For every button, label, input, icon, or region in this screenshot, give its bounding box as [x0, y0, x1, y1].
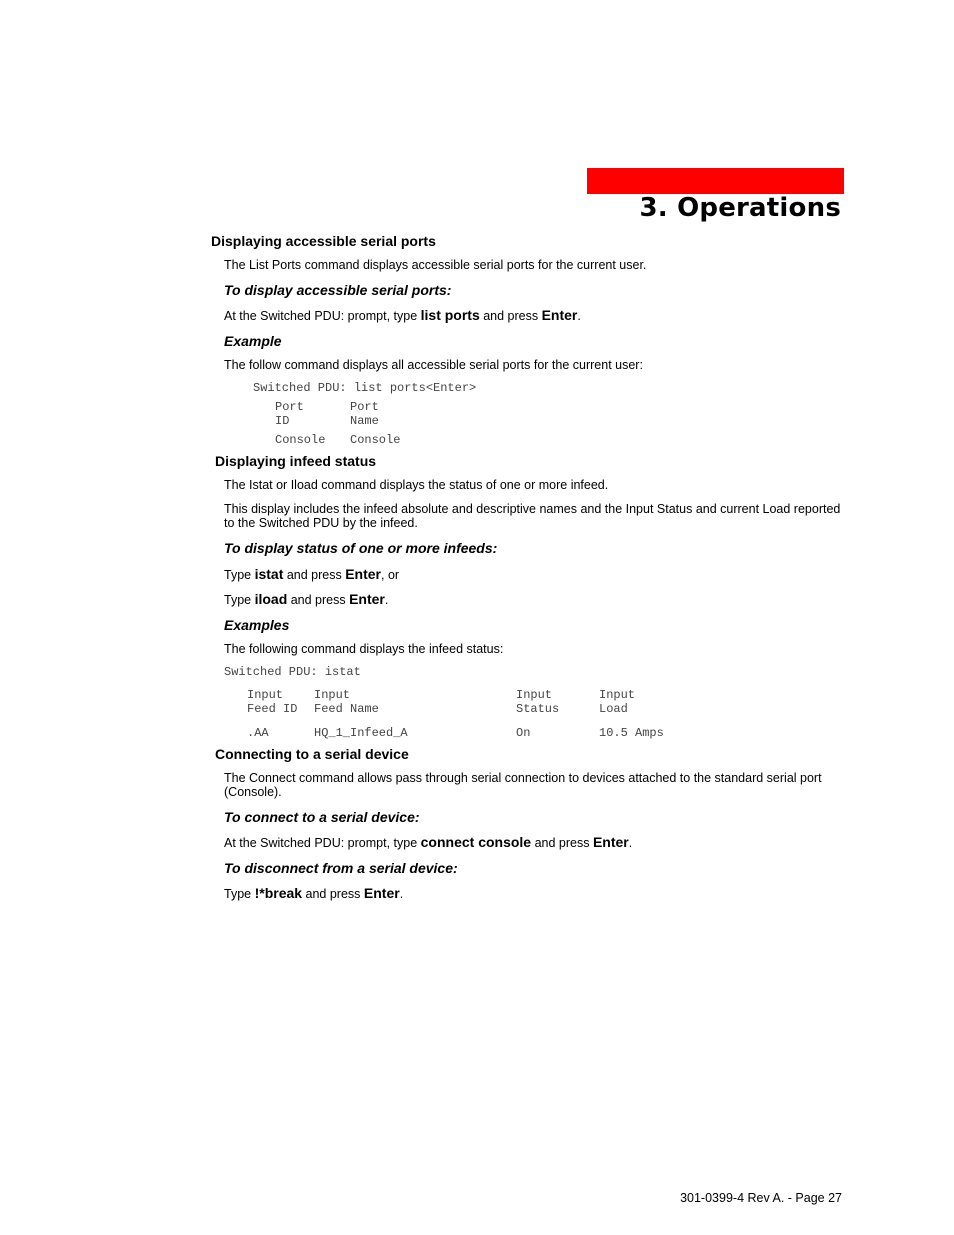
- paragraph: The following command displays the infeed status:: [224, 642, 504, 656]
- code-command: Switched PDU: istat: [224, 665, 361, 679]
- examples-heading: Examples: [224, 617, 290, 633]
- code-col-header: ID: [275, 414, 290, 428]
- code-cell: 10.5 Amps: [599, 726, 664, 740]
- command-text: connect console: [420, 834, 532, 850]
- code-command: Switched PDU: list ports<Enter>: [253, 381, 477, 395]
- procedure-step: Type iload and press Enter.: [224, 591, 389, 607]
- key-text: Enter: [541, 307, 578, 323]
- page-footer: 301-0399-4 Rev A. - Page 27: [680, 1191, 842, 1205]
- command-text: !*break: [254, 885, 303, 901]
- key-text: Enter: [349, 591, 385, 607]
- code-col-header: Status: [516, 702, 560, 716]
- key-text: Enter: [345, 566, 382, 582]
- code-col-header: Name: [350, 414, 379, 428]
- code-cell: Console: [275, 433, 326, 447]
- code-cell: Console: [350, 433, 401, 447]
- code-col-header: Load: [599, 702, 628, 716]
- paragraph: The Istat or Iload command displays the status of one or more infeed.: [224, 478, 609, 492]
- procedure-step: Type !*break and press Enter.: [224, 885, 404, 901]
- code-cell: On: [516, 726, 531, 740]
- paragraph: The follow command displays all accessible serial ports for the current user:: [224, 358, 643, 372]
- paragraph: This display includes the infeed absolute and descriptive names and the Input Status and current Load reported to the Switched PDU by the infeed.: [224, 502, 841, 530]
- code-cell: .AA: [247, 726, 269, 740]
- code-col-header: Feed Name: [314, 702, 379, 716]
- section-heading-serial-ports: Displaying accessible serial ports: [211, 233, 436, 249]
- key-text: Enter: [363, 885, 400, 901]
- code-cell: HQ_1_Infeed_A: [314, 726, 408, 740]
- code-col-header: Input: [516, 688, 553, 702]
- paragraph: The List Ports command displays accessible serial ports for the current user.: [224, 258, 647, 272]
- command-text: list ports: [420, 307, 480, 323]
- key-text: Enter: [592, 834, 629, 850]
- code-col-header: Input: [247, 688, 284, 702]
- paragraph: The Connect command allows pass through serial connection to devices attached to the standard serial port (Console).: [224, 771, 822, 799]
- section-heading-connect-serial: Connecting to a serial device: [215, 746, 409, 762]
- procedure-heading: To display status of one or more infeeds:: [224, 540, 498, 556]
- code-col-header: Port: [350, 400, 379, 414]
- code-col-header: Input: [314, 688, 351, 702]
- code-col-header: Port: [275, 400, 304, 414]
- code-col-header: Input: [599, 688, 636, 702]
- command-text: istat: [254, 566, 284, 582]
- section-heading-infeed-status: Displaying infeed status: [215, 453, 377, 469]
- procedure-heading: To display accessible serial ports:: [224, 282, 452, 298]
- chapter-title: 3. Operations: [639, 193, 841, 223]
- procedure-step: At the Switched PDU: prompt, type list ports and press Enter.: [224, 307, 581, 323]
- procedure-step: At the Switched PDU: prompt, type connect console and press Enter.: [224, 834, 633, 850]
- example-heading: Example: [224, 333, 282, 349]
- procedure-step: Type istat and press Enter, or: [224, 566, 400, 582]
- chapter-accent-bar: [587, 168, 844, 194]
- procedure-heading: To connect to a serial device:: [224, 809, 420, 825]
- code-col-header: Feed ID: [247, 702, 298, 716]
- procedure-heading: To disconnect from a serial device:: [224, 860, 458, 876]
- command-text: iload: [254, 591, 288, 607]
